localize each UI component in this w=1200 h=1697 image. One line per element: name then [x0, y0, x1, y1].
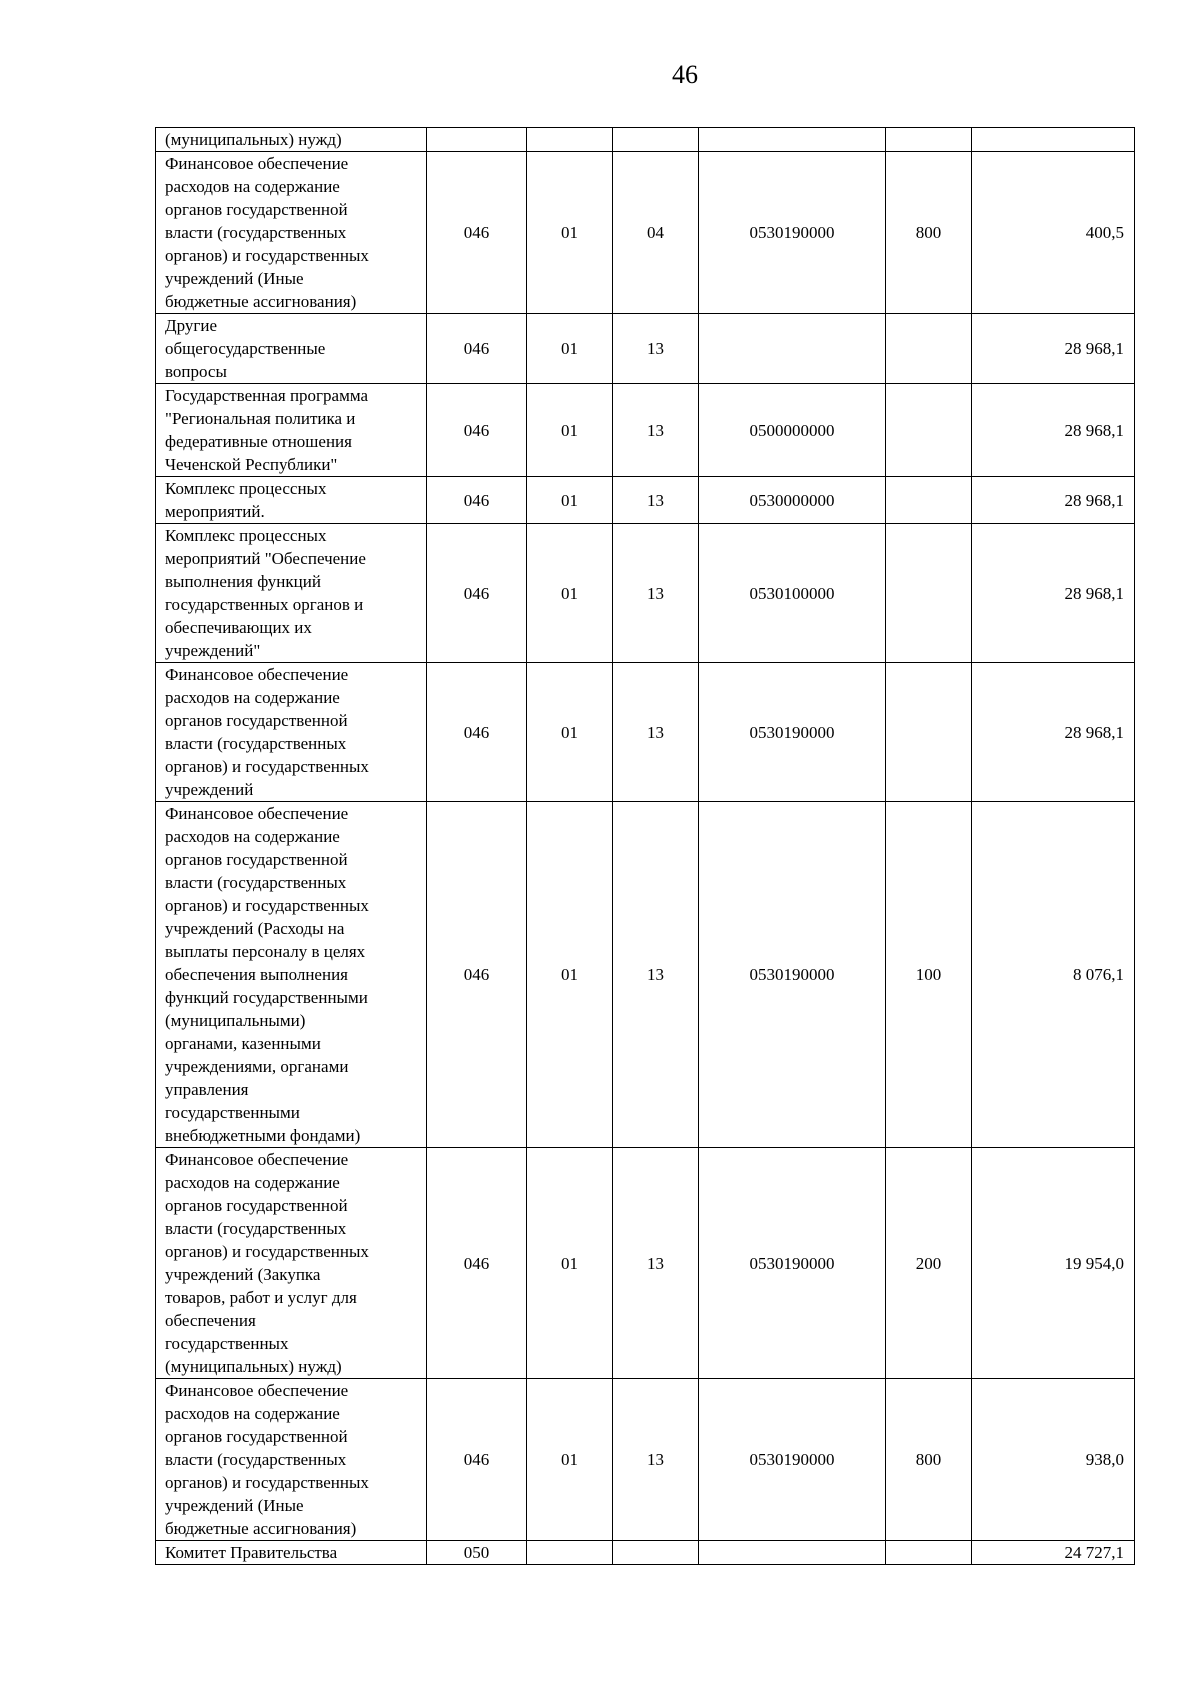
table-row: [156, 663, 1135, 802]
row-csr-cell: [699, 128, 886, 152]
row-name-cell: Государственная программа "Региональная политика и федеративные отношения Чеченской Республики": [156, 384, 427, 477]
row-csr-cell: 0530190000: [699, 802, 886, 1148]
row-pr-cell: 13: [613, 663, 699, 802]
row-gr-cell: 046: [427, 802, 527, 1148]
table-row: [156, 1541, 1135, 1565]
row-rz-cell: 01: [527, 477, 613, 524]
row-csr-cell: 0530100000: [699, 524, 886, 663]
row-gr-cell: 046: [427, 477, 527, 524]
row-gr-cell: [427, 128, 527, 152]
row-csr-cell: [699, 314, 886, 384]
row-pr-cell: 13: [613, 1379, 699, 1541]
page-number: 46: [672, 60, 698, 89]
row-rz-cell: 01: [527, 152, 613, 314]
row-rz-cell: [527, 128, 613, 152]
row-vr-cell: [886, 128, 972, 152]
row-pr-cell: 13: [613, 802, 699, 1148]
row-name-cell: Комплекс процессных мероприятий.: [156, 477, 427, 524]
row-pr-cell: 13: [613, 384, 699, 477]
row-vr-cell: [886, 314, 972, 384]
row-vr-cell: [886, 663, 972, 802]
row-amount-cell: [972, 128, 1135, 152]
row-amount-cell: 8 076,1: [972, 802, 1135, 1148]
row-vr-cell: 200: [886, 1148, 972, 1379]
row-csr-cell: 0530000000: [699, 477, 886, 524]
row-rz-cell: 01: [527, 802, 613, 1148]
row-gr-cell: 046: [427, 1148, 527, 1379]
row-name-cell: Финансовое обеспечение расходов на содержание органов государственной власти (государственных органов) и государственных учреждений (Иные бюджетные ассигнования): [156, 1379, 427, 1541]
row-pr-cell: 13: [613, 314, 699, 384]
row-csr-cell: [699, 1541, 886, 1565]
row-rz-cell: [527, 1541, 613, 1565]
row-pr-cell: 04: [613, 152, 699, 314]
row-csr-cell: 0500000000: [699, 384, 886, 477]
row-vr-cell: 100: [886, 802, 972, 1148]
row-amount-cell: 28 968,1: [972, 524, 1135, 663]
row-csr-cell: 0530190000: [699, 1379, 886, 1541]
row-rz-cell: 01: [527, 1379, 613, 1541]
table-row: [156, 1148, 1135, 1379]
row-gr-cell: 046: [427, 1379, 527, 1541]
row-amount-cell: 24 727,1: [972, 1541, 1135, 1565]
table-row: [156, 152, 1135, 314]
row-pr-cell: 13: [613, 524, 699, 663]
row-csr-cell: 0530190000: [699, 1148, 886, 1379]
row-pr-cell: [613, 1541, 699, 1565]
row-gr-cell: 046: [427, 152, 527, 314]
row-rz-cell: 01: [527, 663, 613, 802]
row-name-cell: Финансовое обеспечение расходов на содержание органов государственной власти (государственных органов) и государственных учреждений (Расходы на выплаты персоналу в целях обеспечения выполнения функций государственными (муниципальными) органами, казенными учреждениями, органами управления государственными внебюджетными фондами): [156, 802, 427, 1148]
row-amount-cell: 938,0: [972, 1379, 1135, 1541]
row-name-cell: Комитет Правительства: [156, 1541, 427, 1565]
row-gr-cell: 046: [427, 663, 527, 802]
row-rz-cell: 01: [527, 524, 613, 663]
table-body: [156, 128, 1135, 1565]
table-row: [156, 477, 1135, 524]
row-vr-cell: [886, 384, 972, 477]
row-amount-cell: 28 968,1: [972, 477, 1135, 524]
row-gr-cell: 046: [427, 524, 527, 663]
row-rz-cell: 01: [527, 384, 613, 477]
row-pr-cell: 13: [613, 1148, 699, 1379]
table-row: [156, 128, 1135, 152]
row-vr-cell: 800: [886, 152, 972, 314]
row-name-cell: Финансовое обеспечение расходов на содержание органов государственной власти (государственных органов) и государственных учреждений: [156, 663, 427, 802]
row-pr-cell: 13: [613, 477, 699, 524]
row-name-cell: Финансовое обеспечение расходов на содержание органов государственной власти (государственных органов) и государственных учреждений (Закупка товаров, работ и услуг для обеспечения государственных (муниципальных) нужд): [156, 1148, 427, 1379]
row-amount-cell: 400,5: [972, 152, 1135, 314]
row-name-cell: Другие общегосударственные вопросы: [156, 314, 427, 384]
row-vr-cell: [886, 477, 972, 524]
row-amount-cell: 28 968,1: [972, 663, 1135, 802]
row-gr-cell: 050: [427, 1541, 527, 1565]
row-amount-cell: 28 968,1: [972, 314, 1135, 384]
row-name-cell: Финансовое обеспечение расходов на содержание органов государственной власти (государственных органов) и государственных учреждений (Иные бюджетные ассигнования): [156, 152, 427, 314]
row-name-cell: Комплекс процессных мероприятий "Обеспечение выполнения функций государственных органов и обеспечивающих их учреждений": [156, 524, 427, 663]
row-vr-cell: [886, 524, 972, 663]
row-csr-cell: 0530190000: [699, 663, 886, 802]
row-vr-cell: [886, 1541, 972, 1565]
row-name-cell: (муниципальных) нужд): [156, 128, 427, 152]
row-amount-cell: 19 954,0: [972, 1148, 1135, 1379]
row-rz-cell: 01: [527, 314, 613, 384]
row-gr-cell: 046: [427, 384, 527, 477]
table-row: [156, 314, 1135, 384]
table-row: [156, 384, 1135, 477]
row-csr-cell: 0530190000: [699, 152, 886, 314]
table-row: [156, 1379, 1135, 1541]
row-vr-cell: 800: [886, 1379, 972, 1541]
row-pr-cell: [613, 128, 699, 152]
row-amount-cell: 28 968,1: [972, 384, 1135, 477]
budget-table: [155, 127, 1135, 1565]
table-row: [156, 802, 1135, 1148]
row-rz-cell: 01: [527, 1148, 613, 1379]
table-row: [156, 524, 1135, 663]
row-gr-cell: 046: [427, 314, 527, 384]
